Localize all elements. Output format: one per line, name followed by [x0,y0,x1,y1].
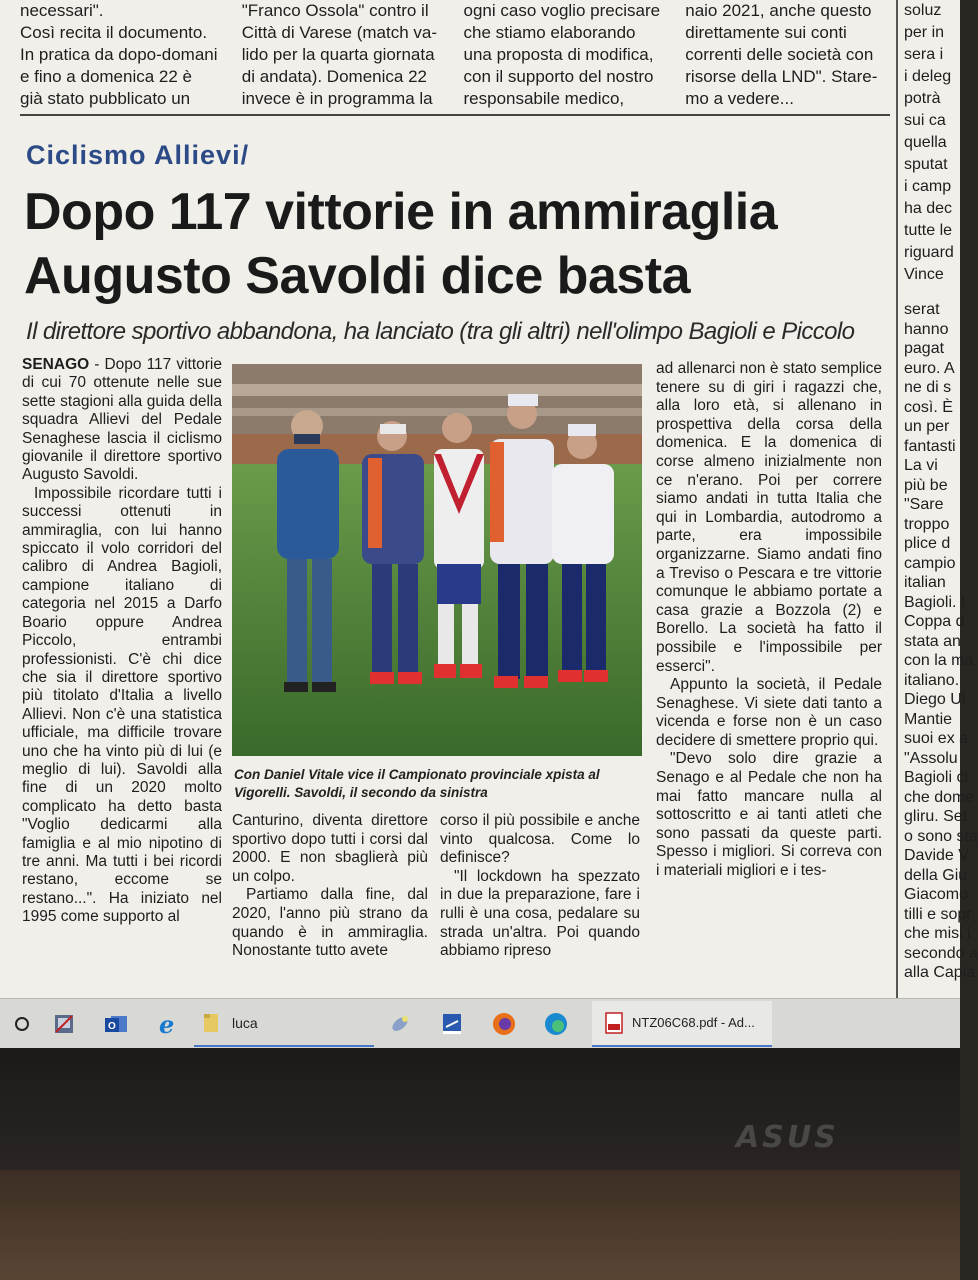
text-line: ha dec [904,200,953,217]
text-line: sputat [904,156,948,173]
text-line: Bagioli. I [904,593,966,611]
text-line: italian [904,574,946,591]
top-column-text: "Franco Ossola" contro il Città di Varese (match va- lido per la quarta giornata di andata). Domenica 22 invece è in programma la [241,1,438,108]
paragraph: corso il più possibile e anche vinto qualcosa. Come lo definisce? [440,812,640,867]
taskbar-firefox-button[interactable] [478,999,530,1049]
text-line: Coppa d [904,613,965,630]
text-line: sui ca [904,112,946,129]
top-column-text: ogni caso voglio precisare che stiamo elaborando una proposta di modifica, con il supporto del nostro responsabile medico, [463,1,661,108]
text-line: che misi i [904,925,971,942]
article-column-2 [232,812,428,961]
top-column-text: necessari". Così recita il documento. In pratica da dopo-domani e fino a domenica 22 è già stato pubblicato un [20,1,218,108]
text-line: con la ma [904,652,974,669]
section-divider [20,114,890,116]
paragraph: Impossibile ricordare tutti i successi ottenuti in ammiraglia, con lui hanno spiccato il volo corridori del calibro di Andrea Bagioli, campione italiano di categoria nel 2015 a Darfo Boario oppure Andrea Piccolo, entrambi professionisti. C'è chi dice che sia il direttore sportivo più titolato d'Italia a livello Allievi. Non c'è una statistica ufficiale, ma difficile trovare uno che ha vinto più di lui (e meglio di lui). Savoldi alla fine di un 2020 molto complicato ha detto basta "Voglio dedicarmi alla famiglia e al mio nipotino di tre anni. Ma tutti i bei ricordi restano, eccome se restano...". Ha iniziato nel 1995 come supporto al [22,484,222,926]
headline-line: Dopo 117 vittorie in ammiraglia [24,183,778,241]
text-line: quella [904,134,947,151]
taskbar-app-button[interactable] [38,999,90,1049]
text-line: Davide V [904,847,969,864]
text-line: della Giu [904,866,968,884]
taskbar-folder-button[interactable] [194,1001,374,1047]
paragraph: "Devo solo dire grazie a Senago e al Pedale che non ha mai fatto mancare nulla al sottoscritto e ai tanti atleti che sono passati da queste parti. Spesso i migliori. Si correva con i materiali migliori e i tes- [656,750,882,880]
folder-icon [202,1012,222,1034]
paragraph: "Il lockdown ha spezzato in due la preparazione, fare i rulli è una cosa, pedalare su strada un'altra. Poi quando abbiamo ripreso [440,867,640,960]
paragraph: ad allenarci non è stato semplice tenere su di giri i ragazzi che, alla loro età, si allenano in prospettiva della corsa della domenica. E la domenica di corse almeno inizialmente non ce n'erano. Poi per correre siamo andati in tutta Italia che qui in Lombardia, autodromo a parte, era impossibile organizzarne. Siamo andati fino a Treviso o Pescara e tre vittorie comunque le abbiamo portate a casa grazie a Bozzola (2) e Borello. La società ha fatto il possibile e l'impossibile per esserci". [656,360,882,675]
taskbar-pdf-window-button[interactable] [592,1001,772,1047]
svg-text:e: e [159,1009,175,1039]
text-line: "Sare [904,496,944,513]
article-headline [24,180,884,308]
article-photo [232,364,642,756]
pdf-window-label: NTZ06C68.pdf - Ad... [632,1015,755,1030]
document-app-icon [439,1011,465,1037]
text-line: sera i [904,46,944,63]
dateline-place: SENAGO [22,356,90,373]
text-line: riguard [904,244,954,261]
text-line: tilli e sopr [904,905,972,923]
text-line: Mantie [904,710,953,728]
text-line: un per [904,418,950,435]
text-line: hanno [904,320,949,338]
firefox-icon [491,1011,517,1037]
text-line: pagat [904,340,945,357]
text-line: più be [904,476,948,494]
text-line: o sono sta [904,827,978,845]
article-column-4 [656,360,882,881]
outlook-icon [103,1012,129,1036]
article-column-1 [22,356,222,927]
text-line: Giacomo [904,886,969,903]
text-line: ne di s [904,379,952,396]
text-line: soluz [904,2,942,19]
internet-explorer-icon [155,1011,181,1037]
text-line: i deleg [904,68,952,85]
top-column [20,0,230,112]
text-line: gliru. Set [904,808,968,825]
photo-riders-group [232,364,642,756]
right-column-top [904,0,974,286]
right-column-lower [904,300,978,983]
top-column [464,0,674,112]
text-line: serat [904,301,940,318]
text-line: italiano. [904,671,960,689]
text-line: campio [904,554,956,572]
article-subhead: Il direttore sportivo abbandona, ha lanciato (tra gli altri) nell'olimpo Bagioli e Piccolo [26,318,855,345]
text-line: che dome [904,788,975,806]
pdf-file-icon [604,1012,624,1034]
text-line: stata an [904,632,961,650]
paragraph: Appunto la società, il Pedale Senaghese. Vi siete dati tanto a vicenda e forse non è un caso decidere di smettere proprio qui. [656,676,882,749]
taskbar-app-button[interactable] [374,999,426,1049]
column-divider [896,0,898,1000]
article-column-3 [440,812,640,961]
taskbar-outlook-button[interactable] [90,999,142,1049]
photo-caption: Con Daniel Vitale vice il Campionato provinciale xpista al Vigorelli. Savoldi, il secondo da sinistra [234,767,600,800]
paragraph: Partiamo dalla fine, dal 2020, l'anno più strano da quando è in ammiraglia. Nonostante tutto avete [232,886,428,960]
text-line: fantasti [904,437,956,455]
text-line: così. È [904,398,953,416]
text-line: tutte le [904,222,953,239]
desk-surface [0,1170,960,1280]
taskbar-edge-button[interactable] [530,999,582,1049]
headline-line: Augusto Savoldi dice basta [24,247,691,305]
top-column [685,0,895,112]
text-line: Diego Ul [904,691,966,708]
text-line: suoi ex a [904,730,969,747]
windows-taskbar [0,998,960,1048]
text-line: La vi [904,457,938,474]
text-line: euro. A [904,359,955,377]
paragraph [22,356,222,485]
paragraph-text: - Dopo 117 vittorie di cui 70 ottenute nelle sue sette stagioni alla guida della squadra Allievi del Pedale Senaghese lascia il ciclismo giovanile il direttore sportivo Augusto Savoldi. [22,356,222,484]
svg-text:O: O [108,1020,116,1032]
text-line: troppo [904,515,950,533]
text-line: alla Capia [904,964,976,981]
edge-icon [543,1011,569,1037]
paragraph: Canturino, diventa direttore sportivo dopo tutti i corsi dal 2000. E non sbaglierà più un colpo. [232,812,428,885]
top-continued-columns [20,0,895,112]
article-kicker: Ciclismo Allievi/ [26,140,250,170]
top-column [242,0,452,112]
text-line: plice d [904,535,951,552]
top-column-text: naio 2021, anche questo direttamente sui conti correnti delle società con risorse della LND". Stare- mo a vedere... [685,1,878,108]
text-line: secondo a [904,944,978,962]
taskbar-app-button[interactable] [426,999,478,1049]
snipping-tool-icon [52,1012,76,1036]
taskbar-ie-button[interactable] [142,999,194,1049]
folder-label: luca [232,1014,258,1031]
search-button[interactable] [6,999,38,1049]
text-line: i camp [904,178,952,195]
monitor-brand-logo: ASUS [736,1120,839,1155]
search-circle-icon [13,1015,31,1033]
feather-app-icon [387,1011,413,1037]
text-line: Vince [904,266,944,283]
text-line: Bagioli ci [904,769,969,786]
text-line: "Assolu [904,749,958,767]
text-line: potrà [904,90,941,107]
text-line: per in [904,24,945,41]
